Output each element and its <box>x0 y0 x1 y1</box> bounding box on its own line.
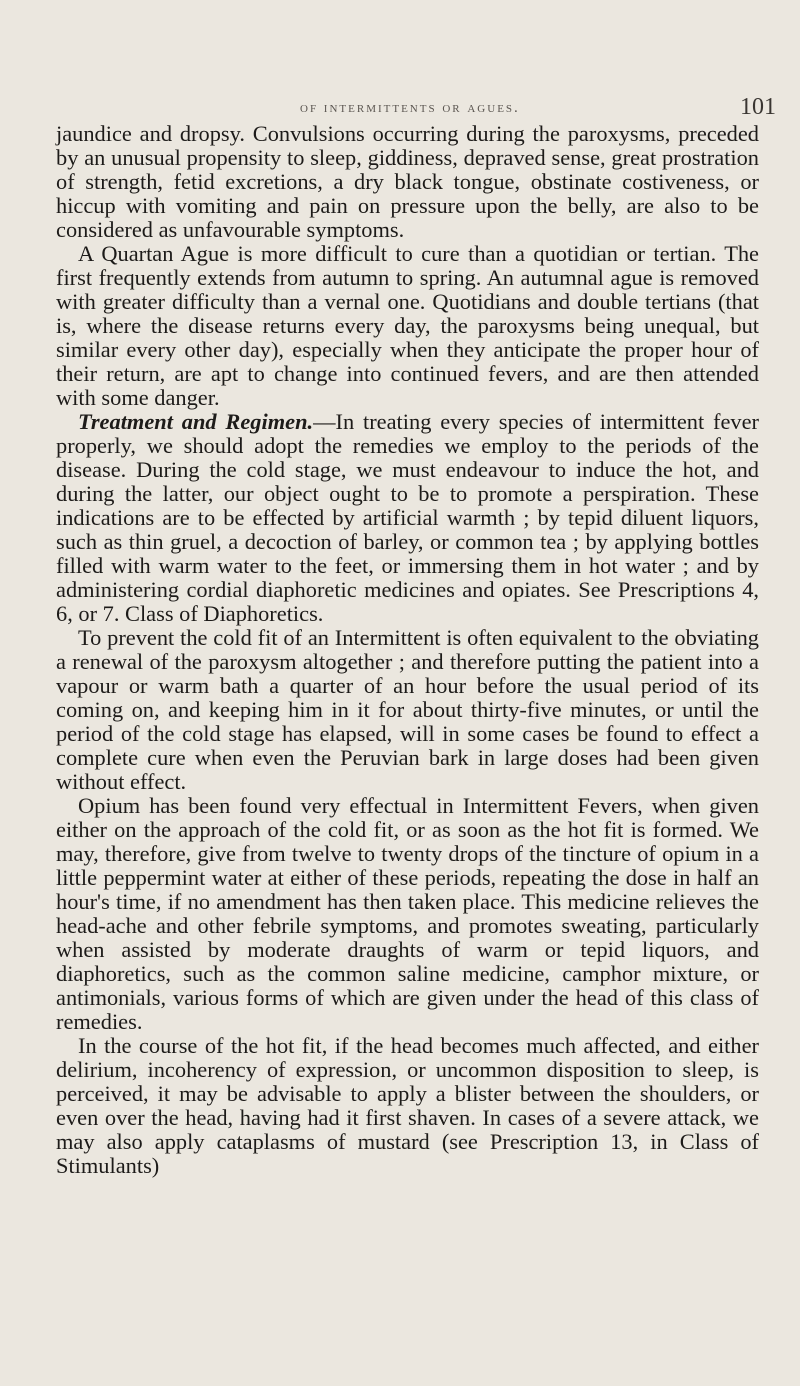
paragraph-text: jaundice and dropsy. Convulsions occurring during the paroxysms, preceded by an unusual propensity to sleep, giddiness, depraved sense, great prostration of strength, fetid excretions, a dry black tongue, obstinate costiveness, or hiccup with vomiting and pain on pressure upon the belly, are also to be considered as unfavourable symptoms. <box>56 121 759 242</box>
paragraph-cold-fit <box>56 626 759 794</box>
paragraph-opium <box>56 794 759 1034</box>
paragraph-hot-fit <box>56 1034 759 1178</box>
paragraph-text: —In treating every species of intermittent fever properly, we should adopt the remedies we employ to the periods of the disease. During the cold stage, we must endeavour to induce the hot, and during the latter, our object ought to be to promote a perspiration. These indications are to be effected by artificial warmth ; by tepid diluent liquors, such as thin gruel, a decoction of barley, or common tea ; by applying bottles filled with warm water to the feet, or immersing them in hot water ; and by administering cordial diaphoretic medicines and opiates. See Prescriptions 4, 6, or 7. Class of Diaphoretics. <box>56 409 759 626</box>
section-heading-treatment: Treatment and Regimen. <box>78 409 314 434</box>
paragraph-text: In the course of the hot fit, if the head becomes much affected, and either delirium, incoherency of expression, or uncommon disposition to sleep, is perceived, it may be advisable to apply a blister between the shoulders, or even over the head, having had it first shaven. In cases of a severe attack, we may also apply cataplasms of mustard (see Prescription 13, in Class of Stimulants) <box>56 1033 759 1178</box>
paragraph-treatment <box>56 410 759 626</box>
page-number: 101 <box>740 94 776 120</box>
paragraph-text: Opium has been found very effectual in Intermittent Fevers, when given either on the approach of the cold fit, or as soon as the hot fit is formed. We may, therefore, give from twelve to twenty drops of the tincture of opium in a little peppermint water at either of these periods, repeating the dose in half an hour's time, if no amendment has then taken place. This medicine relieves the head-ache and other febrile symptoms, and promotes sweating, particularly when assisted by moderate draughts of warm or tepid liquors, and diaphoretics, such as the common saline medicine, camphor mixture, or antimonials, various forms of which are given under the head of this class of remedies. <box>56 793 759 1034</box>
paragraph-continuation <box>56 122 759 242</box>
body-text <box>56 122 759 1178</box>
running-head: of intermittents or agues. <box>300 100 520 116</box>
paragraph-text: A Quartan Ague is more difficult to cure than a quotidian or tertian. The first frequently extends from autumn to spring. An autumnal ague is removed with greater difficulty than a vernal one. Quotidians and double tertians (that is, where the disease returns every day, the paroxysms being unequal, but similar every other day), especially when they anticipate the proper hour of their return, are apt to change into continued fevers, and are then attended with some danger. <box>56 241 759 410</box>
paragraph-text: To prevent the cold fit of an Intermittent is often equivalent to the obviating a renewal of the paroxysm altogether ; and therefore putting the patient into a vapour or warm bath a quarter of an hour before the usual period of its coming on, and keeping him in it for about thirty-five minutes, or until the period of the cold stage has elapsed, will in some cases be found to effect a complete cure when even the Peruvian bark in large doses had been given without effect. <box>56 625 759 794</box>
paragraph-quartan-ague <box>56 242 759 410</box>
